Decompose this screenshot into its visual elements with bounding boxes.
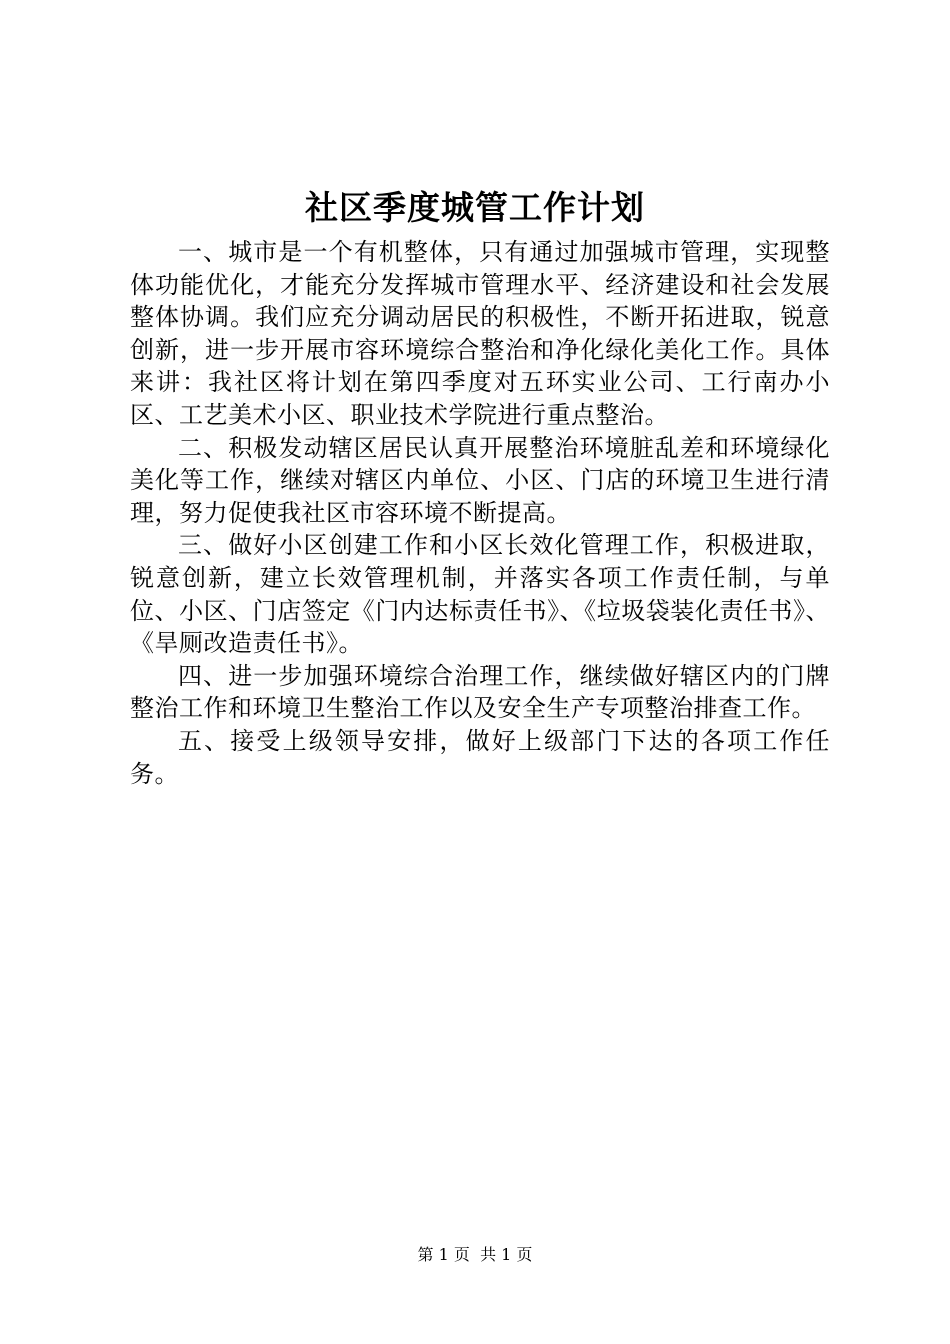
paragraph-2: 二、积极发动辖区居民认真开展整治环境脏乱差和环境绿化美化等工作，继续对辖区内单位、小区、门店的环境卫生进行清理，努力促使我社区市容环境不断提高。: [130, 433, 830, 527]
page-footer: [0, 1244, 950, 1266]
paragraph-1: 一、城市是一个有机整体，只有通过加强城市管理，实现整体功能优化，才能充分发挥城市管理水平、经济建设和社会发展整体协调。我们应充分调动居民的积极性，不断开拓进取，锐意创新，进一步开展市容环境综合整治和净化绿化美化工作。具体来讲：我社区将计划在第四季度对五环实业公司、工行南办小区、工艺美术小区、职业技术学院进行重点整治。: [130, 238, 830, 429]
page-total: 共 1 页: [480, 1245, 533, 1264]
page-title: 社区季度城管工作计划: [305, 188, 645, 227]
page-number: 第 1 页: [417, 1245, 470, 1264]
paragraph-4: 四、进一步加强环境综合治理工作，继续做好辖区内的门牌整治工作和环境卫生整治工作以及安全生产专项整治排查工作。: [130, 661, 830, 723]
paragraph-3: 三、做好小区创建工作和小区长效化管理工作，积极进取，锐意创新，建立长效管理机制，并落实各项工作责任制，与单位、小区、门店签定《门内达标责任书》、《垃圾袋装化责任书》、《旱厕改造责任书》。: [130, 531, 830, 658]
paragraph-5: 五、接受上级领导安排，做好上级部门下达的各项工作任务。: [130, 726, 830, 788]
document-body: [130, 236, 830, 790]
